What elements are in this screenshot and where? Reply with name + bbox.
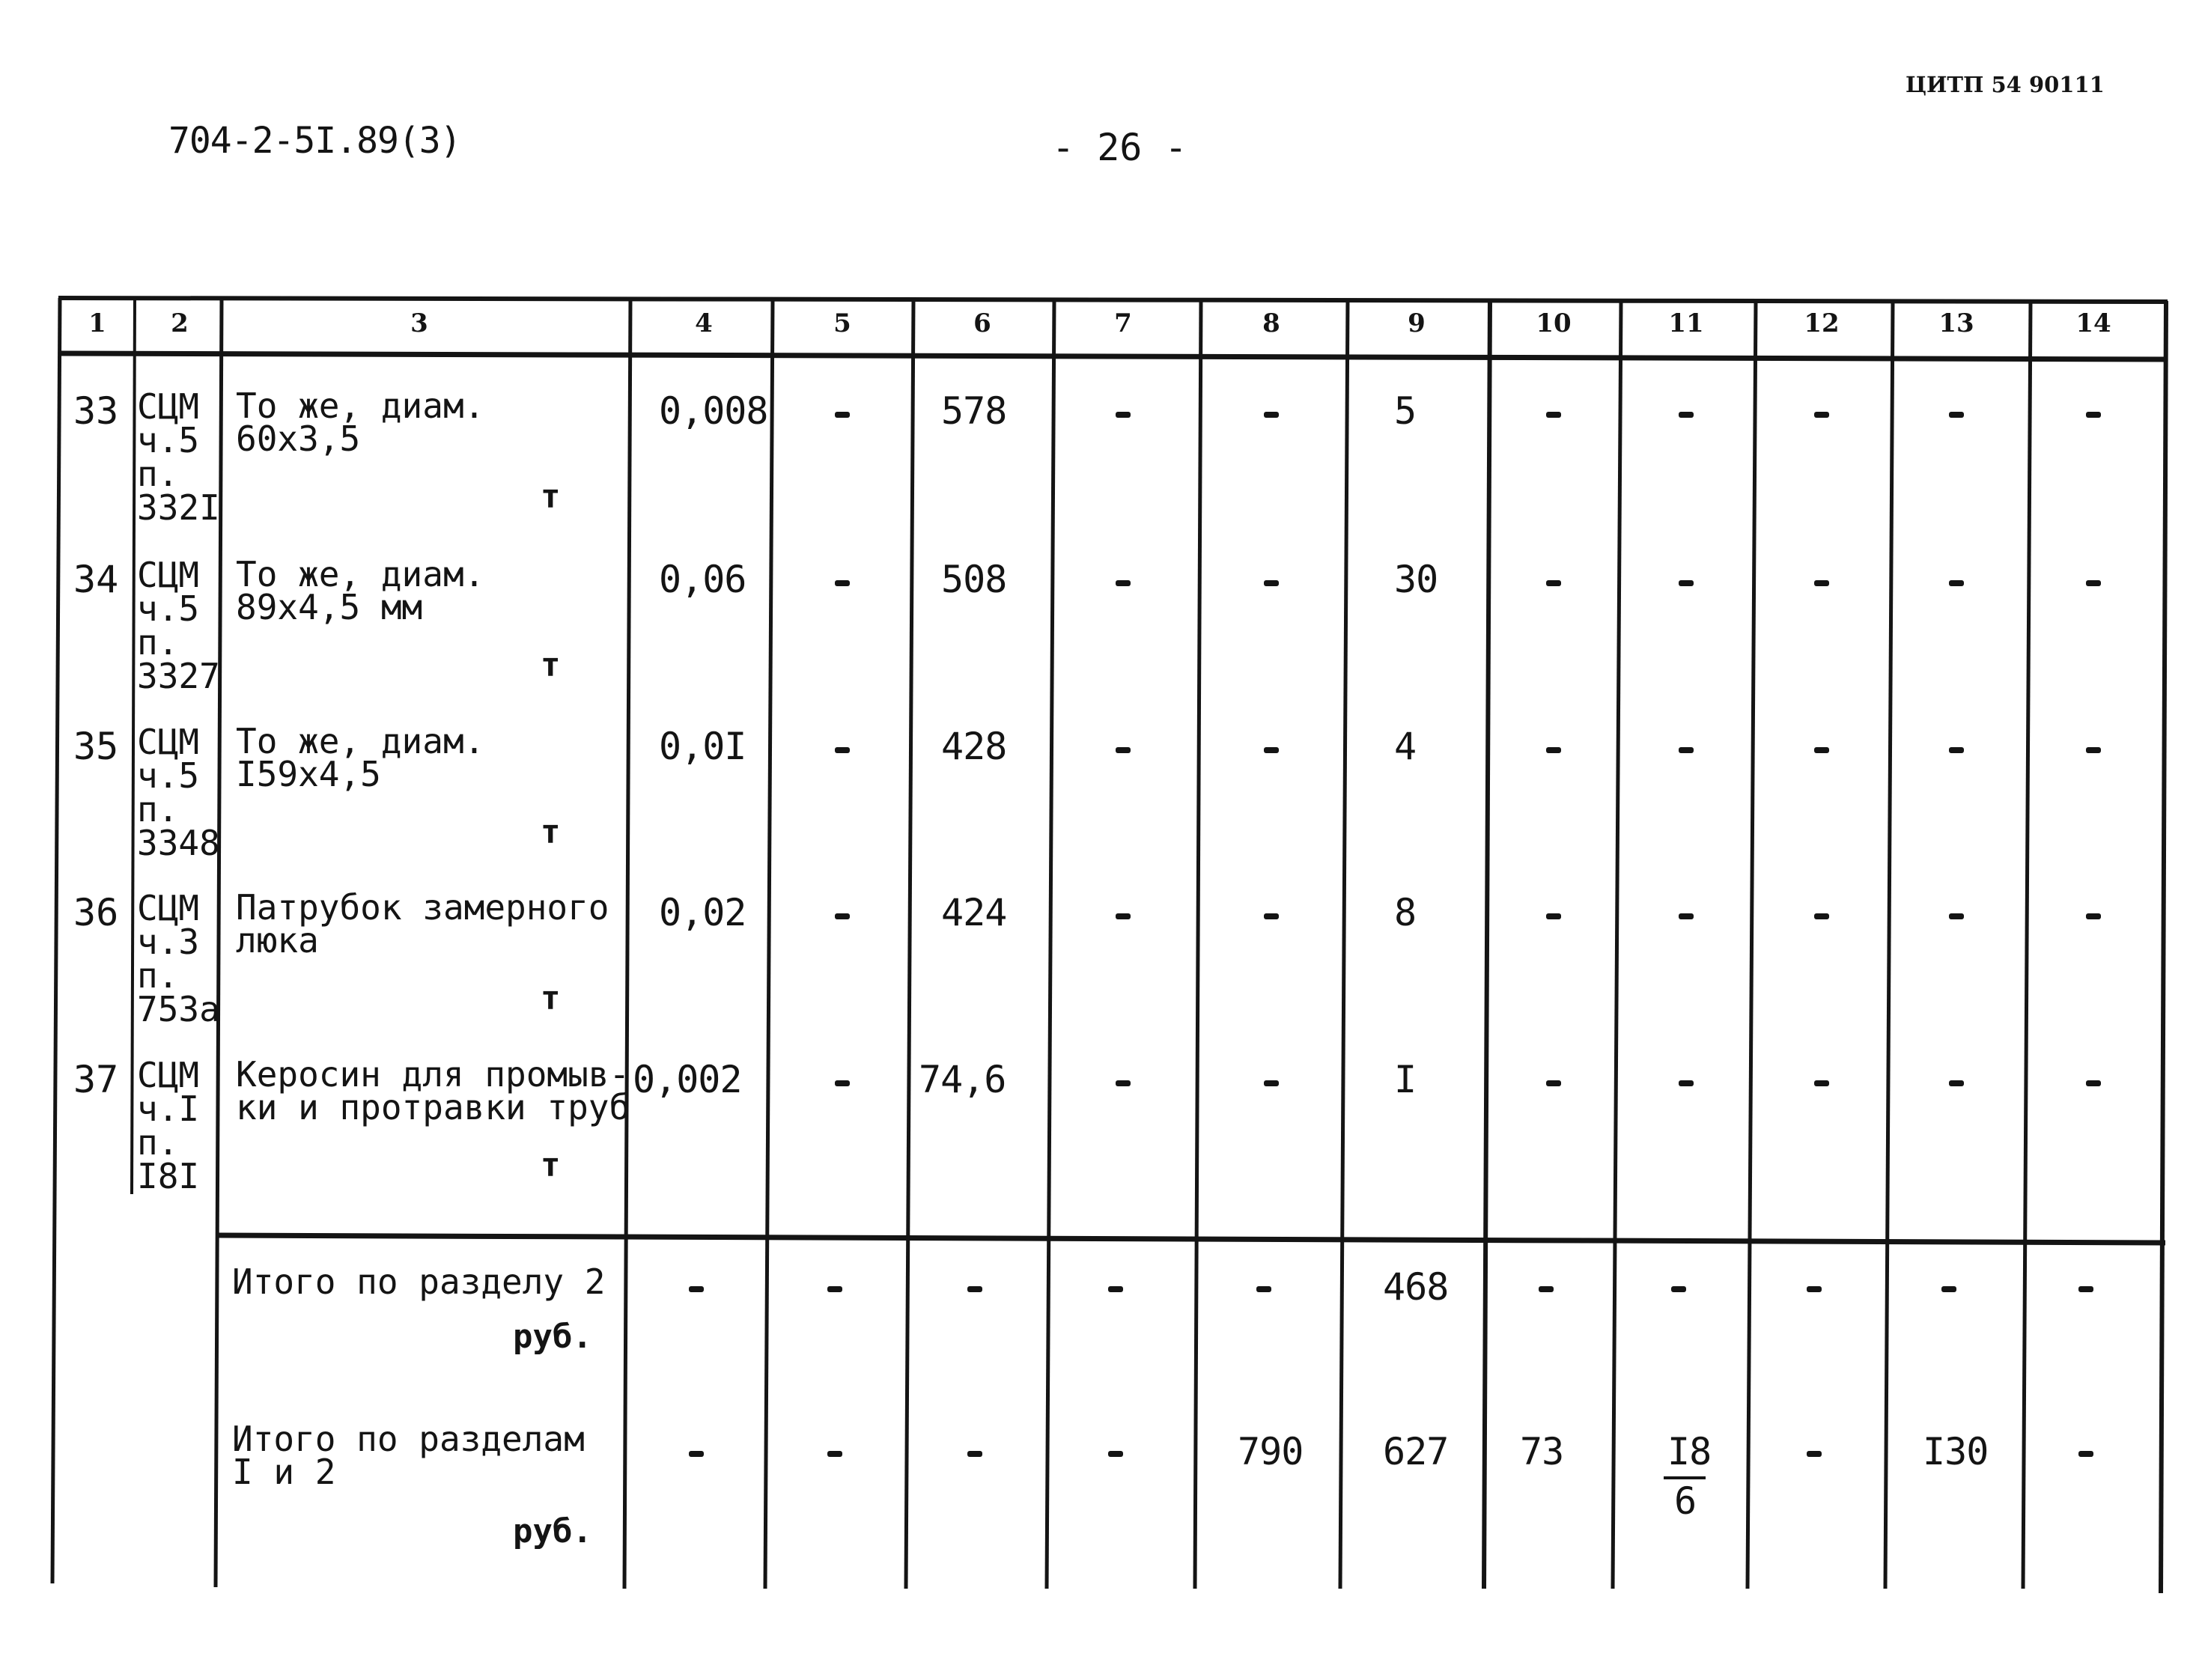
dash-cell <box>1671 1286 1686 1292</box>
unit-label: т <box>541 478 561 516</box>
total-value-denominator: 6 <box>1674 1479 1697 1523</box>
dash-cell <box>1807 1286 1822 1292</box>
total-description: Итого по разделу 2 <box>232 1261 606 1302</box>
dash-cell <box>1949 747 1964 753</box>
dash-cell <box>2078 1286 2093 1292</box>
total-description: I и 2 <box>232 1452 336 1492</box>
registry-stamp: ЦИТП 54 90111 <box>1906 72 2105 97</box>
unit-label: т <box>541 813 561 851</box>
dash-cell <box>1264 747 1279 753</box>
column-header-1: 1 <box>88 308 106 338</box>
dash-cell <box>1264 412 1279 418</box>
row-number: 37 <box>73 1058 119 1101</box>
value-cell: 0,02 <box>659 891 746 934</box>
total-value: 468 <box>1383 1265 1449 1309</box>
value-cell: 0,06 <box>659 558 746 601</box>
item-description: I59x4,5 <box>236 754 381 794</box>
norm-reference: СЦМ <box>137 888 200 928</box>
dash-cell <box>1108 1286 1123 1292</box>
unit-label: т <box>541 979 561 1017</box>
value-cell: 5 <box>1394 389 1417 433</box>
dash-cell <box>1807 1451 1822 1457</box>
value-cell: 0,002 <box>633 1058 742 1101</box>
column-header-8: 8 <box>1262 308 1280 338</box>
item-description: То же, диам. <box>236 721 485 761</box>
dash-cell <box>1546 1080 1561 1086</box>
total-value: 73 <box>1520 1430 1564 1473</box>
row-number: 34 <box>73 558 119 601</box>
norm-reference: п. <box>137 622 179 663</box>
value-cell: 428 <box>941 725 1007 768</box>
dash-cell <box>835 412 850 418</box>
dash-cell <box>689 1286 704 1292</box>
value-cell: 0,0I <box>659 725 746 768</box>
norm-reference: I8I <box>137 1156 200 1196</box>
item-description: ки и протравки труб <box>236 1087 630 1127</box>
norm-reference: 3327 <box>137 656 220 696</box>
dash-cell <box>2086 1080 2101 1086</box>
dash-cell <box>1264 580 1279 586</box>
item-description: Патрубок замерного <box>236 887 609 928</box>
total-unit: руб. <box>513 1512 592 1550</box>
dash-cell <box>2086 580 2101 586</box>
value-cell: 8 <box>1394 891 1417 934</box>
dash-cell <box>1264 913 1279 919</box>
norm-reference: СЦМ <box>137 1055 200 1095</box>
dash-cell <box>827 1286 842 1292</box>
column-header-6: 6 <box>973 308 991 338</box>
dash-cell <box>1116 913 1131 919</box>
column-header-9: 9 <box>1408 308 1426 338</box>
dash-cell <box>1814 580 1829 586</box>
norm-reference: ч.I <box>137 1089 200 1129</box>
dash-cell <box>835 580 850 586</box>
dash-cell <box>1941 1286 1956 1292</box>
dash-cell <box>1116 580 1131 586</box>
dash-cell <box>1679 747 1694 753</box>
dash-cell <box>2086 747 2101 753</box>
value-cell: 424 <box>941 891 1007 934</box>
dash-cell <box>1108 1451 1123 1457</box>
dash-cell <box>1539 1286 1554 1292</box>
unit-label: т <box>541 1146 561 1184</box>
item-description: То же, диам. <box>236 554 485 594</box>
dash-cell <box>1546 747 1561 753</box>
document-code: 704-2-5I.89(3) <box>168 120 461 162</box>
dash-cell <box>1679 580 1694 586</box>
dash-cell <box>1116 747 1131 753</box>
norm-reference: ч.5 <box>137 755 200 796</box>
total-value: I8 <box>1667 1430 1712 1473</box>
row-number: 35 <box>73 725 119 768</box>
item-description: Керосин для промыв- <box>236 1054 630 1095</box>
column-header-11: 11 <box>1668 308 1704 338</box>
item-description: То же, диам. <box>236 386 485 426</box>
item-description: 60x3,5 <box>236 419 361 459</box>
dash-cell <box>1116 412 1131 418</box>
total-value: 627 <box>1383 1430 1449 1473</box>
dash-cell <box>1814 913 1829 919</box>
dash-cell <box>2078 1451 2093 1457</box>
dash-cell <box>835 1080 850 1086</box>
dash-cell <box>835 747 850 753</box>
item-description: люка <box>236 920 319 961</box>
dash-cell <box>1679 913 1694 919</box>
dash-cell <box>1546 412 1561 418</box>
norm-reference: п. <box>137 955 179 996</box>
total-description: Итого по разделам <box>232 1419 585 1459</box>
dash-cell <box>1949 1080 1964 1086</box>
value-cell: 0,008 <box>659 389 768 433</box>
column-header-7: 7 <box>1114 308 1132 338</box>
dash-cell <box>1679 1080 1694 1086</box>
total-unit: руб. <box>513 1318 592 1356</box>
column-header-13: 13 <box>1938 308 1974 338</box>
dash-cell <box>1949 580 1964 586</box>
dash-cell <box>2086 412 2101 418</box>
norm-reference: ч.5 <box>137 588 200 629</box>
total-value: I30 <box>1923 1430 1989 1473</box>
norm-reference: СЦМ <box>137 555 200 595</box>
dash-cell <box>1814 747 1829 753</box>
norm-reference: ч.3 <box>137 922 200 962</box>
norm-reference: п. <box>137 454 179 494</box>
norm-reference: СЦМ <box>137 386 200 427</box>
dash-cell <box>689 1451 704 1457</box>
row-number: 36 <box>73 891 119 934</box>
value-cell: 4 <box>1394 725 1417 768</box>
dash-cell <box>1546 580 1561 586</box>
dash-cell <box>1546 913 1561 919</box>
value-cell: 508 <box>941 558 1007 601</box>
dash-cell <box>835 913 850 919</box>
norm-reference: п. <box>137 789 179 830</box>
dash-cell <box>1949 913 1964 919</box>
dash-cell <box>1256 1286 1271 1292</box>
dash-cell <box>1949 412 1964 418</box>
dash-cell <box>1264 1080 1279 1086</box>
dash-cell <box>1814 412 1829 418</box>
value-cell: 578 <box>941 389 1007 433</box>
dash-cell <box>827 1451 842 1457</box>
dash-cell <box>2086 913 2101 919</box>
column-header-14: 14 <box>2075 308 2111 338</box>
page-number: - 26 - <box>1052 126 1187 169</box>
dash-cell <box>967 1286 982 1292</box>
value-cell: 74,6 <box>919 1058 1006 1101</box>
norm-reference: ч.5 <box>137 420 200 460</box>
column-header-4: 4 <box>695 308 713 338</box>
column-header-3: 3 <box>410 308 428 338</box>
column-header-10: 10 <box>1536 308 1572 338</box>
value-cell: I <box>1394 1058 1417 1101</box>
norm-reference: 3348 <box>137 823 220 863</box>
norm-reference: 753а <box>137 989 220 1029</box>
row-number: 33 <box>73 389 119 433</box>
total-value: 790 <box>1238 1430 1304 1473</box>
dash-cell <box>967 1451 982 1457</box>
norm-reference: п. <box>137 1122 179 1163</box>
norm-reference: 332I <box>137 487 220 528</box>
column-header-12: 12 <box>1804 308 1840 338</box>
dash-cell <box>1814 1080 1829 1086</box>
column-header-2: 2 <box>171 308 189 338</box>
unit-label: т <box>541 646 561 684</box>
value-cell: 30 <box>1394 558 1438 601</box>
dash-cell <box>1116 1080 1131 1086</box>
item-description: 89x4,5 мм <box>236 587 423 627</box>
norm-reference: СЦМ <box>137 722 200 762</box>
column-header-5: 5 <box>833 308 851 338</box>
dash-cell <box>1679 412 1694 418</box>
